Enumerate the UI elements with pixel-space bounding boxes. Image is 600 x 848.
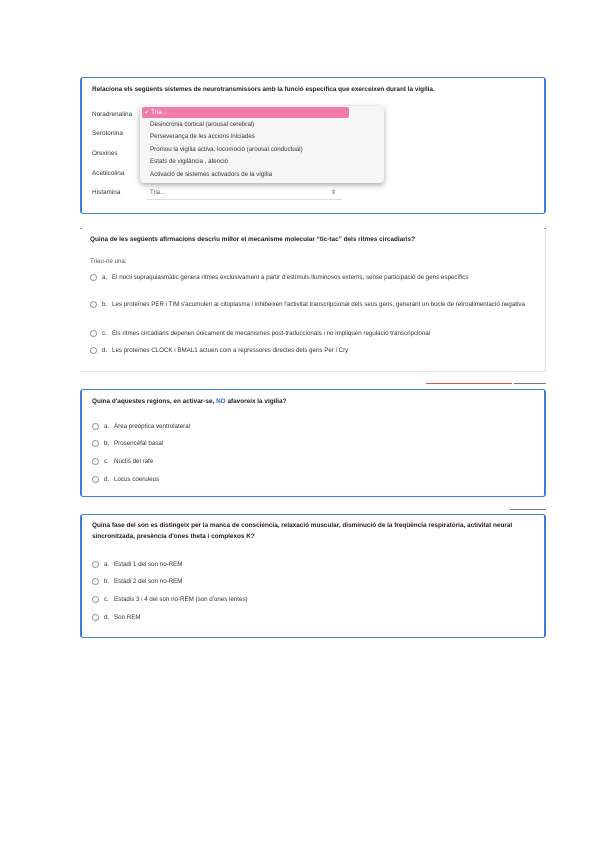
radio-button[interactable] bbox=[92, 440, 99, 447]
question-text: Quina de les següents afirmacions descriu millor el mecanisme molecular “tic-tac” dels ritmes circadiaris? bbox=[90, 236, 415, 243]
choose-one-hint: Trieu-ne una: bbox=[90, 258, 127, 265]
radio-button[interactable] bbox=[92, 596, 99, 603]
radio-button[interactable] bbox=[92, 578, 99, 585]
dropdown-option[interactable]: Estats de vigilància , atenció bbox=[150, 158, 229, 165]
grey-accent-line bbox=[510, 509, 546, 510]
answer-option-a[interactable]: a. Àrea preòptica ventrolateral bbox=[92, 422, 536, 431]
answer-option-b[interactable]: b. Prosencèfal basal bbox=[92, 439, 536, 448]
question-card-circadian bbox=[80, 228, 546, 372]
match-label-orexines: Orexines bbox=[92, 150, 118, 157]
answer-option-c[interactable]: c. Els ritmes circadiaris depenen únicament de mecanismes post-traduccionals i no impliquen regulació transcripcional bbox=[90, 329, 537, 338]
radio-button[interactable] bbox=[92, 458, 99, 465]
emphasis-no: NO bbox=[216, 398, 226, 405]
match-label-acetilcolina: Acetilcolina bbox=[92, 170, 125, 177]
answer-option-c[interactable]: c. Estadis 3 i 4 del son no-REM (son d'ones lentes) bbox=[92, 595, 536, 604]
answer-option-d[interactable]: d. Son REM bbox=[92, 613, 536, 622]
match-label-histamina: Histamina bbox=[92, 189, 121, 196]
select-dropdown-menu bbox=[140, 106, 384, 183]
radio-button[interactable] bbox=[90, 274, 97, 281]
radio-button[interactable] bbox=[92, 476, 99, 483]
match-label-noradrenalina: Noradrenalina bbox=[92, 111, 133, 118]
radio-button[interactable] bbox=[90, 301, 97, 308]
radio-button[interactable] bbox=[92, 561, 99, 568]
dropdown-option[interactable]: Perseverança de les accions iniciades bbox=[150, 133, 255, 140]
question-card-regions bbox=[80, 389, 546, 497]
dropdown-option[interactable]: Desincronia cortical (arousal cerebral) bbox=[150, 121, 255, 128]
radio-button[interactable] bbox=[92, 423, 99, 430]
dropdown-option[interactable]: Promou la vigília activa, locomoció (arousal conductual) bbox=[150, 146, 303, 153]
question-card-sleep-phase bbox=[80, 514, 546, 638]
answer-option-a[interactable]: a. Estadi 1 del son no-REM bbox=[92, 560, 536, 569]
answer-option-c[interactable]: c. Nuclis del rafe bbox=[92, 457, 536, 466]
radio-button[interactable] bbox=[90, 330, 97, 337]
answer-option-d[interactable]: d. Locus coeruleus bbox=[92, 475, 536, 484]
question-text: Quina d'aquestes regions, en activar-se, NO afavoreix la vigília? bbox=[92, 398, 287, 405]
red-accent-line bbox=[426, 383, 512, 384]
radio-button[interactable] bbox=[92, 614, 99, 621]
radio-button[interactable] bbox=[90, 347, 97, 354]
updown-icon: ⇕ bbox=[330, 190, 336, 196]
answer-option-d[interactable]: d. Les proteïnes CLOCK i BMAL1 actuen com a repressores directes dels gens Per i Cry bbox=[90, 346, 537, 355]
match-select-histamina[interactable] bbox=[146, 187, 342, 200]
answer-option-b[interactable]: b. Estadi 2 del son no-REM bbox=[92, 577, 536, 586]
separator bbox=[80, 371, 546, 372]
select-value: Tria... bbox=[150, 190, 166, 196]
grey-accent-line bbox=[514, 383, 546, 384]
dropdown-option-selected[interactable]: ✓ Tria... bbox=[142, 107, 349, 118]
question-text: Relaciona els següents sistemes de neurotransmissors amb la funció específica que exerceixen durant la vigília. bbox=[92, 86, 435, 93]
answer-option-a[interactable]: a. El nucli supraquiasmàtic genera ritmes exclusivament a partir d'estímuls lluminosos externs, sense participació de gens específics bbox=[90, 273, 537, 291]
question-text: Quina fase del son es distingeix per la manca de consciència, relaxació muscular, disminució de la freqüència respiratòria, activitat neural sincronitzada, presència d'ones theta i complexos K? bbox=[92, 522, 513, 540]
answer-option-b[interactable]: b. Les proteïnes PER i TIM s'acumulen al citoplasma i inhibeixen l'activitat transcripcional dels seus gens, generant un bucle de retroalimentació negativa bbox=[90, 300, 537, 318]
match-label-serotonina: Serotonina bbox=[92, 130, 123, 137]
dropdown-option[interactable]: Activació de sistemes activadors de la vigília bbox=[150, 171, 273, 178]
